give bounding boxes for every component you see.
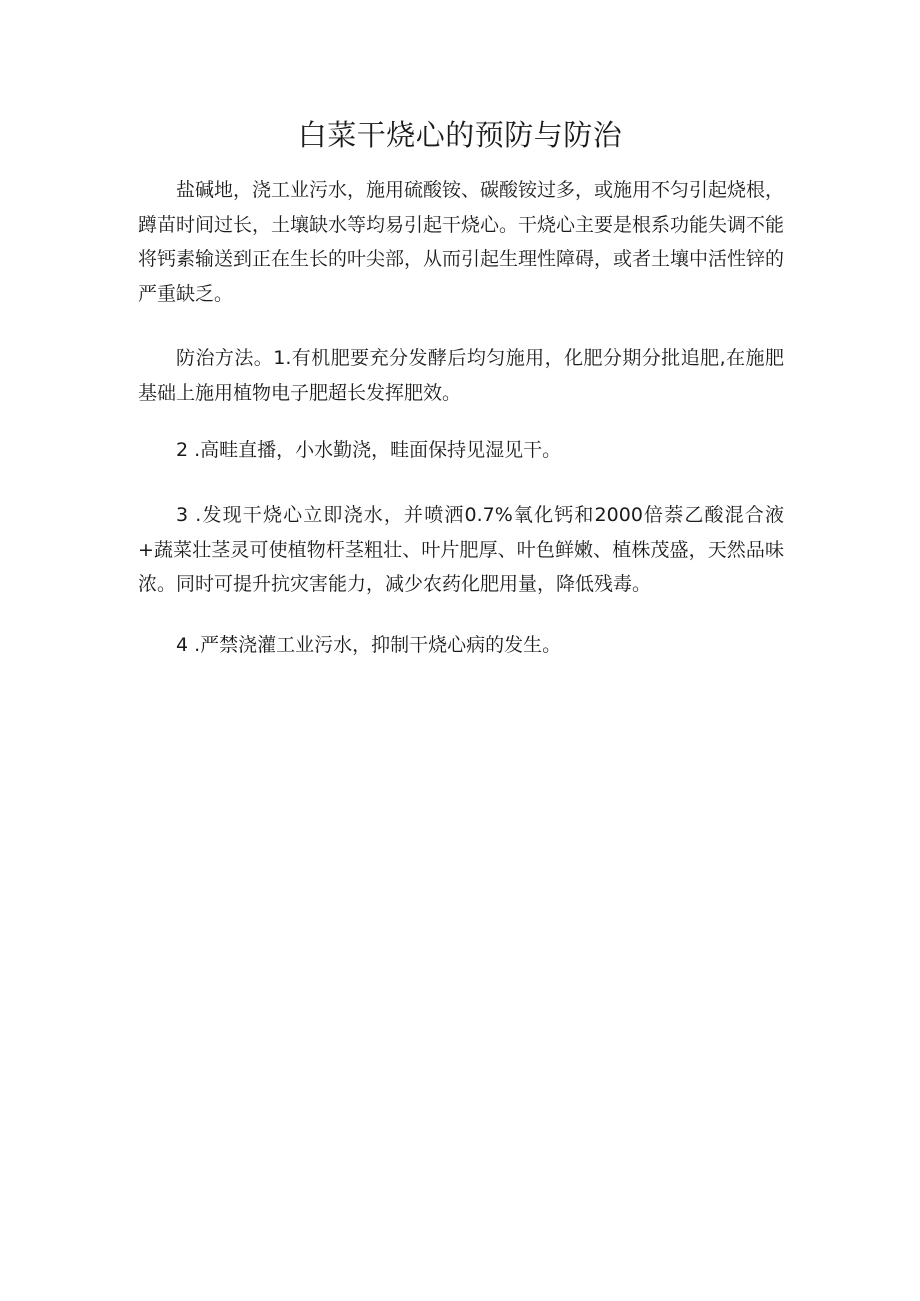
paragraph-text: 3 .发现干烧心立即浇水，并喷洒0.7%氧化钙和2000倍萘乙酸混合液+蔬菜壮茎灵可使植物杆茎粗壮、叶片肥厚、叶色鲜嫩、植株茂盛，天然品味浓。同时可提升抗灾害能力，减少农药化肥用量，降低残毒。 [138, 504, 784, 595]
paragraph-step-2 [138, 433, 784, 468]
paragraph-causes [138, 173, 784, 311]
paragraph-text: 2 .高畦直播，小水勤浇，畦面保持见湿见干。 [176, 439, 562, 461]
paragraph-text: 4 .严禁浇灌工业污水，抑制干烧心病的发生。 [176, 634, 562, 656]
paragraph-prevention-methods [138, 341, 784, 410]
paragraph-step-3 [138, 498, 784, 602]
paragraph-step-4 [138, 628, 784, 663]
document-title: 白菜干烧心的预防与防治 [297, 118, 623, 152]
paragraph-text: 防治方法。1.有机肥要充分发酵后均匀施用，化肥分期分批追肥,在施肥基础上施用植物电子肥超长发挥肥效。 [138, 347, 784, 404]
paragraph-text: 盐碱地，浇工业污水，施用硫酸铵、碳酸铵过多，或施用不匀引起烧根，蹲苗时间过长，土壤缺水等均易引起干烧心。干烧心主要是根系功能失调不能将钙素输送到正在生长的叶尖部，从而引起生理性障碍，或者土壤中活性锌的严重缺乏。 [138, 179, 785, 305]
